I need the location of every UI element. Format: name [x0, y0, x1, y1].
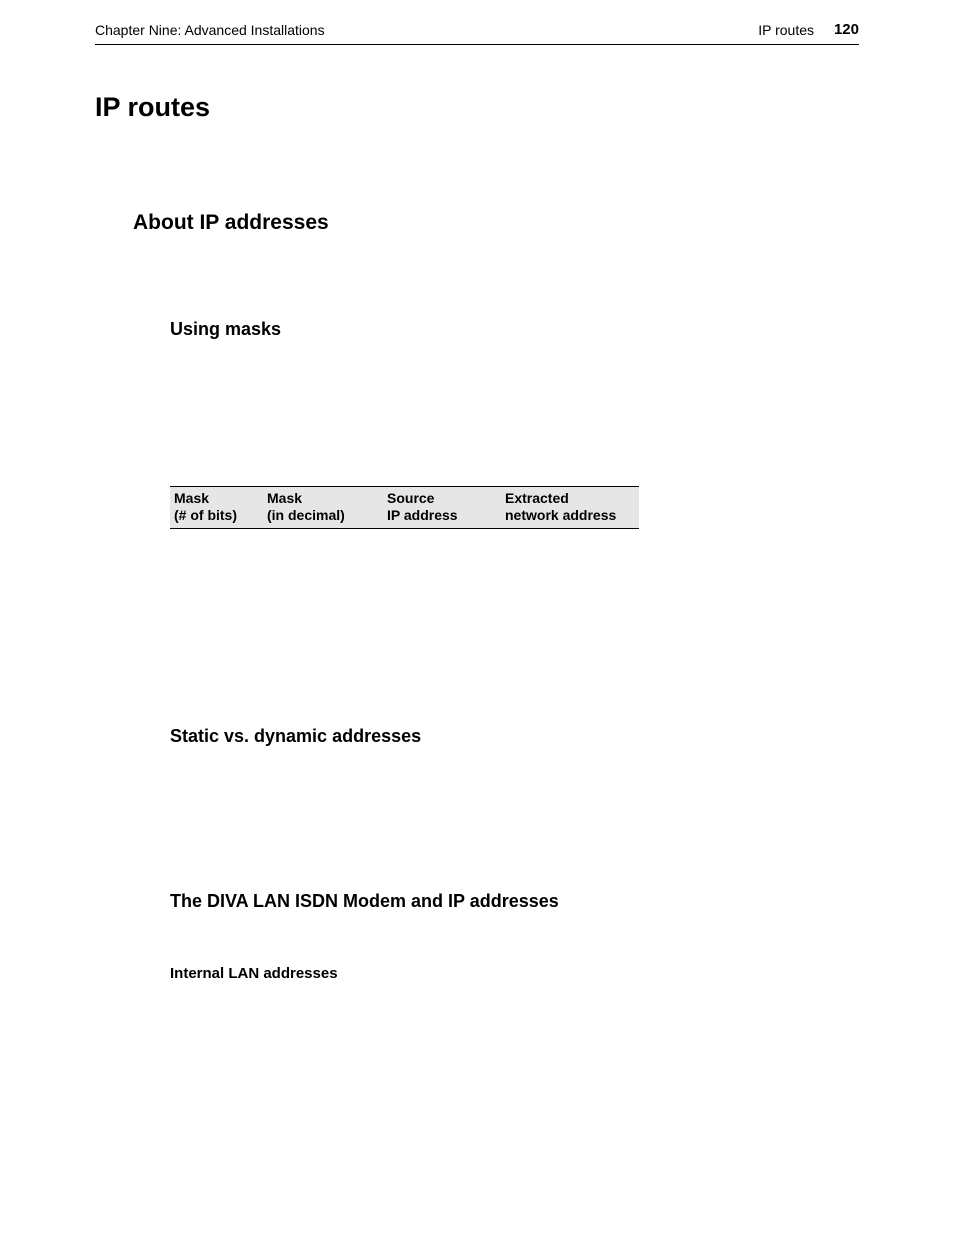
column-header-line: (# of bits): [174, 507, 237, 523]
mask-table: [170, 486, 639, 529]
diva-lan-heading: The DIVA LAN ISDN Modem and IP addresses: [170, 891, 559, 911]
using-masks-heading: Using masks: [170, 319, 282, 339]
column-header-line: Mask: [267, 490, 303, 506]
column-header-source-ip: [383, 487, 501, 529]
column-header-mask-decimal: [263, 487, 383, 529]
internal-lan-addresses-heading: Internal LAN addresses: [170, 965, 338, 982]
page-header: [95, 20, 859, 45]
page-title: IP routes: [95, 92, 211, 122]
section-name: IP routes: [758, 22, 814, 38]
page-number: 120: [833, 21, 859, 38]
column-header-line: IP address: [387, 507, 458, 523]
column-header-network-address: [501, 487, 639, 529]
column-header-line: (in decimal): [267, 507, 345, 523]
column-header-line: Source: [387, 490, 435, 506]
column-header-line: network address: [505, 507, 617, 523]
about-ip-addresses-heading: About IP addresses: [133, 211, 329, 234]
column-header-line: Mask: [174, 490, 210, 506]
column-header-mask-bits: [170, 487, 263, 529]
static-vs-dynamic-heading: Static vs. dynamic addresses: [170, 726, 422, 746]
table-header-row: [170, 487, 639, 529]
chapter-title: Chapter Nine: Advanced Installations: [95, 22, 325, 38]
column-header-line: Extracted: [505, 490, 569, 506]
